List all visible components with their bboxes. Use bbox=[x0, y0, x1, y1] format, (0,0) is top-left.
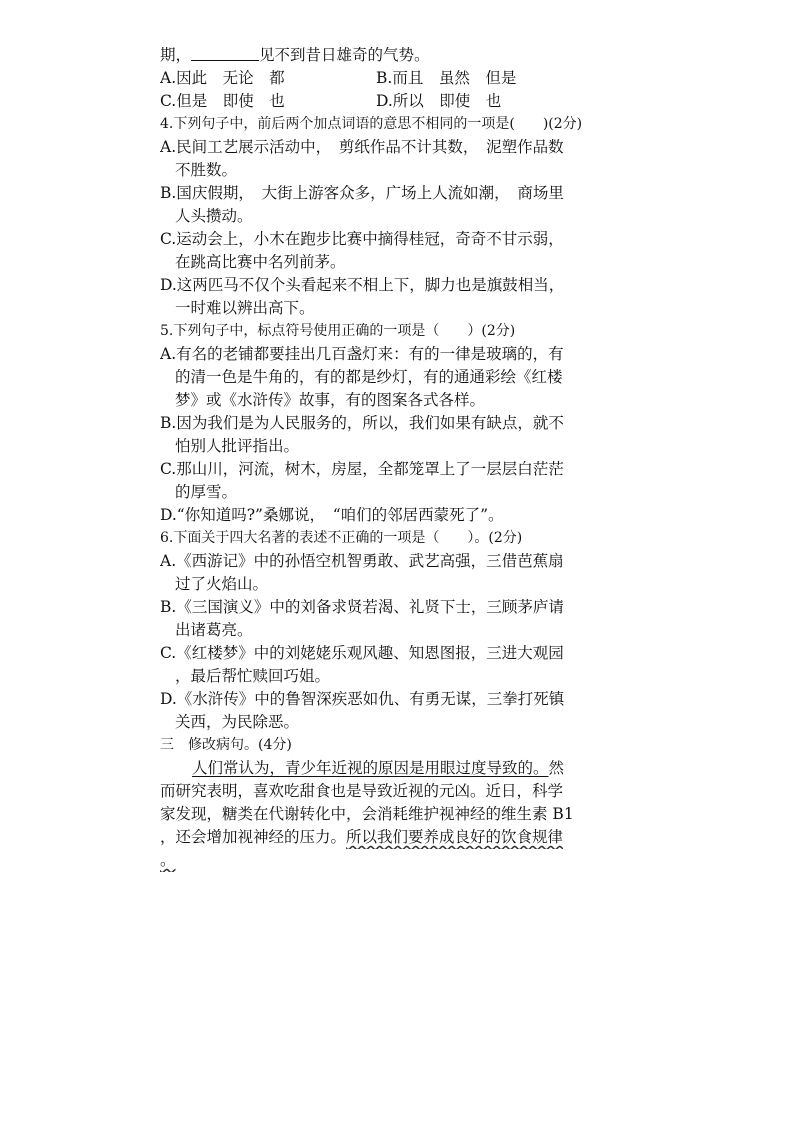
q5-option-a-line-3: 梦》或《水浒传》故事，有的图案各式各样。 bbox=[175, 391, 486, 409]
q4-option-c-line-1: C.运动会上，小木在跑步比赛中摘得桂冠，奇奇不甘示弱， bbox=[160, 230, 564, 248]
q4-stem: 4.下列句子中，前后两个加点词语的意思不相同的一项是( )(2分) bbox=[160, 116, 583, 132]
q4-option-b[interactable] bbox=[160, 182, 622, 228]
q4-option-d-line-1: D.这两匹马不仅个头看起来不相上下，脚力也是旗鼓相当， bbox=[160, 276, 565, 294]
q3-text-after-blank: 见不到昔日雄奇的气势。 bbox=[259, 46, 430, 64]
fill-blank[interactable] bbox=[191, 45, 259, 61]
passage-line-4 bbox=[160, 826, 622, 849]
q5-option-d[interactable] bbox=[160, 504, 622, 527]
passage-line-1 bbox=[160, 757, 622, 780]
section-3-title: 三 修改病句。(4分) bbox=[160, 737, 292, 753]
q3-options-row-1 bbox=[160, 67, 622, 90]
q3-option-c[interactable]: C.但是 即使 也 bbox=[160, 92, 285, 110]
q6-option-c-line-2: ，最后帮忙赎回巧姐。 bbox=[175, 667, 331, 685]
q5-stem: 5.下列句子中，标点符号使用正确的一项是（ ）(2分) bbox=[160, 323, 516, 339]
q6-option-d[interactable] bbox=[160, 688, 622, 734]
q4-option-a-line-2: 不胜数。 bbox=[175, 161, 238, 179]
q5-option-b[interactable] bbox=[160, 412, 622, 458]
q6-option-a-line-2: 过了火焰山。 bbox=[175, 575, 269, 593]
q4-option-a[interactable] bbox=[160, 136, 622, 182]
q4-option-b-line-1: B.国庆假期， 大街上游客众多，广场上人流如潮， 商场里 bbox=[160, 184, 564, 202]
q3-text-before-blank: 期， bbox=[160, 46, 192, 64]
wavy-underlined-sentence[interactable]: 所以我们要养成良好的饮食规律 bbox=[346, 828, 564, 846]
q3-option-b[interactable]: B.而且 虽然 但是 bbox=[376, 69, 517, 87]
passage-line-4-plain: ，还会增加视神经的压力。 bbox=[160, 828, 347, 846]
q5-option-b-line-2: 怕别人批评指出。 bbox=[175, 437, 300, 455]
passage-line-2: 而研究表明，喜欢吃甜食也是导致近视的元凶。近日，科学 bbox=[160, 782, 564, 800]
q5-option-c-line-1: C.那山川，河流，树木，房屋，全都笼罩上了一层层白茫茫 bbox=[160, 460, 564, 478]
text-column bbox=[160, 44, 622, 872]
q4-option-a-line-1: A.民间工艺展示活动中， 剪纸作品不计其数， 泥塑作品数 bbox=[160, 138, 564, 156]
passage-line-5 bbox=[160, 849, 622, 872]
q3-options-row-2 bbox=[160, 90, 622, 113]
q4-option-d[interactable] bbox=[160, 274, 622, 320]
q6-stem: 6.下面关于四大名著的表述不正确的一项是（ ）。(2分) bbox=[160, 530, 523, 546]
q6-option-d-line-1: D.《水浒传》中的鲁智深疾恶如仇、有勇无谋，三拳打死镇 bbox=[160, 690, 565, 708]
q4-option-d-line-2: 一时难以辨出高下。 bbox=[175, 299, 315, 317]
q6-option-c[interactable] bbox=[160, 642, 622, 688]
q3-option-a[interactable]: A.因此 无论 都 bbox=[160, 69, 285, 87]
passage-line-1-rest: 然 bbox=[548, 759, 565, 777]
q4-option-c[interactable] bbox=[160, 228, 622, 274]
q6-option-b-line-1: B.《三国演义》中的刘备求贤若渴、礼贤下士，三顾茅庐请 bbox=[160, 598, 564, 616]
q3-sentence-end bbox=[160, 44, 622, 67]
q4-option-b-line-2: 人头攒动。 bbox=[175, 207, 253, 225]
q5-option-c[interactable] bbox=[160, 458, 622, 504]
q5-option-b-line-1: B.因为我们是为人民服务的，所以，我们如果有缺点，就不 bbox=[160, 414, 564, 432]
wavy-underlined-period: 。 bbox=[160, 851, 176, 869]
q5-option-a-line-2: 的清一色是牛角的，有的都是纱灯，有的通通彩绘《红楼 bbox=[175, 368, 563, 386]
q5-option-a-line-1: A.有名的老铺都要挂出几百盏灯来：有的一律是玻璃的，有 bbox=[160, 345, 564, 363]
q4-option-c-line-2: 在跳高比赛中名列前茅。 bbox=[175, 253, 346, 271]
q6-option-a[interactable] bbox=[160, 550, 622, 596]
passage-line-3: 家发现，糖类在代谢转化中，会消耗维护视神经的维生素 B1 bbox=[160, 805, 574, 823]
q6-option-b[interactable] bbox=[160, 596, 622, 642]
q6-option-d-line-2: 关西，为民除恶。 bbox=[175, 713, 300, 731]
q5-option-d-line-1: D.“你知道吗?”桑娜说， “咱们的邻居西蒙死了”。 bbox=[160, 506, 504, 524]
q5-option-c-line-2: 的厚雪。 bbox=[175, 483, 238, 501]
q5-option-a[interactable] bbox=[160, 343, 622, 412]
q3-option-d[interactable]: D.所以 即使 也 bbox=[376, 92, 502, 110]
q6-option-a-line-1: A.《西游记》中的孙悟空机智勇敢、武艺高强，三借芭蕉扇 bbox=[160, 552, 564, 570]
q6-option-c-line-1: C.《红楼梦》中的刘姥姥乐观风趣、知恩图报，三进大观园 bbox=[160, 644, 564, 662]
section-3-passage bbox=[160, 757, 622, 872]
underlined-sentence[interactable]: 人们常认为，青少年近视的原因是用眼过度导致的。 bbox=[192, 759, 549, 777]
q6-option-b-line-2: 出诸葛亮。 bbox=[175, 621, 253, 639]
